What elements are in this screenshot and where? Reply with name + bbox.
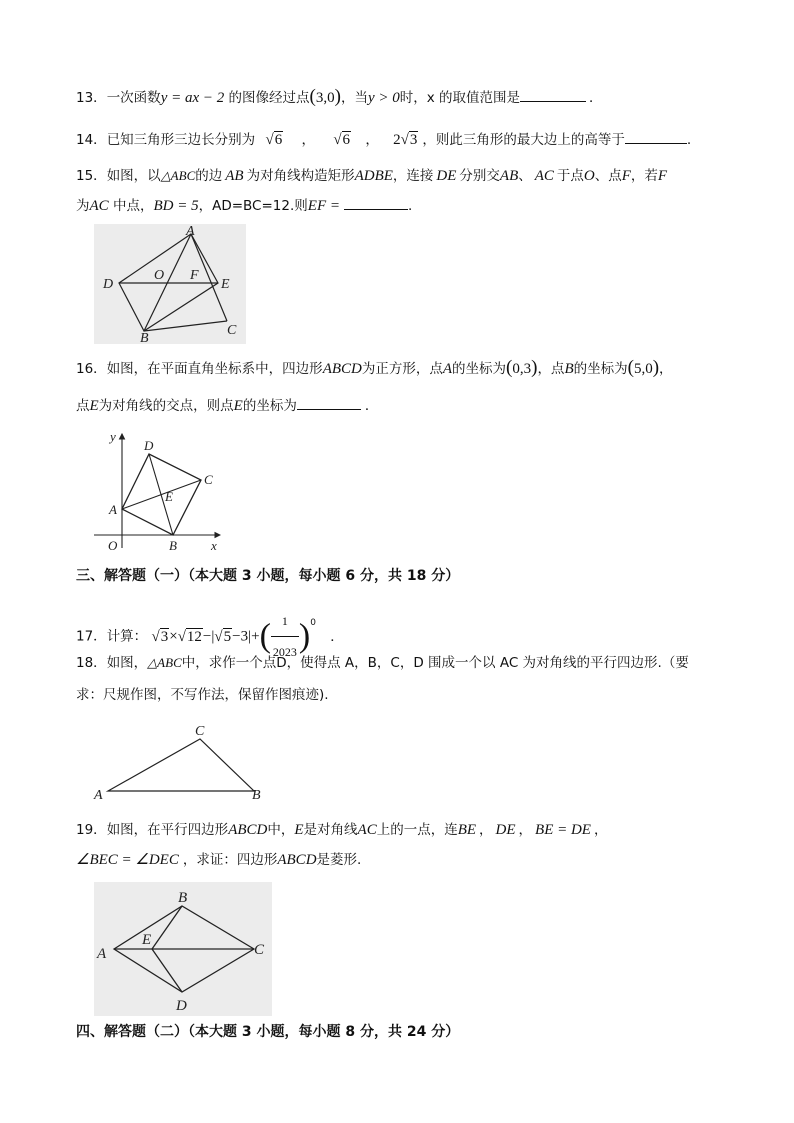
q13-number: 13． (76, 90, 107, 106)
q17-end: ． (330, 628, 344, 645)
q19-angle-eq: ∠BEC = ∠DEC (76, 852, 179, 868)
q15-segment-ab: AB (225, 168, 244, 184)
q13-paren-open: ( (309, 86, 316, 107)
q16-text: 如图，在平面直角坐标系中，四边形 (106, 361, 323, 377)
q13-answer-blank[interactable] (520, 87, 586, 102)
q16-point-b-coords: 5,0 (633, 361, 653, 377)
q17-abs-open: | (211, 628, 215, 645)
q13-text-4: 时，x 的取值范围是 (399, 90, 521, 106)
q19-label-d: D (176, 998, 187, 1014)
q17-times: × (169, 628, 178, 645)
q16-label-e: E (165, 489, 173, 504)
q18-label-b: B (252, 788, 261, 803)
q16-square: ABCD (322, 361, 362, 377)
q15-answer-blank[interactable] (344, 195, 408, 210)
q16-label-o: O (108, 538, 118, 553)
q15-label-o: O (154, 268, 165, 283)
q19-label-e: E (142, 932, 152, 948)
q19-parallelogram: ABCD (277, 852, 317, 868)
q19-text: 如图，在平行四边形 (106, 822, 229, 838)
q15-label-e: E (221, 277, 230, 292)
q18-label-a: A (94, 788, 103, 803)
q13-text-1: 一次函数 (106, 90, 161, 106)
question-19-line-2 (76, 850, 361, 870)
q18-label-c: C (195, 724, 205, 739)
q19-text: 上的一点，连 (376, 822, 458, 838)
q19-parallelogram: ABCD (228, 822, 268, 838)
q19-number: 19． (76, 822, 107, 838)
q15-point-f: F (621, 168, 631, 184)
q14-text-2: ，则此三角形的最大边上的高等于 (422, 132, 625, 148)
q16-text: ， (659, 361, 673, 377)
q15-point-f: F (657, 168, 668, 184)
q16-point-e: E (233, 398, 243, 414)
q17-sqrt-12: √12 (177, 628, 202, 645)
q16-answer-blank[interactable] (297, 395, 361, 410)
q16-label-b: B (169, 538, 177, 553)
q13-function-expr: y = ax − 2 (160, 90, 225, 106)
q15-rectangle: ADBE (354, 168, 393, 184)
q17-abs-close: | (248, 628, 252, 645)
q16-text: 的坐标为 (452, 361, 507, 377)
q15-text: 为 (76, 198, 90, 214)
q16-end: ． (364, 398, 379, 414)
q15-label-c: C (227, 323, 237, 338)
q16-text: 为对角线的交点，则点 (98, 398, 234, 414)
q13-text-2: 的图像经过点 (224, 90, 310, 106)
q14-text-1: 已知三角形三边长分别为 (106, 132, 256, 148)
q15-point-o: O (583, 168, 595, 184)
q16-text: ，点 (537, 361, 565, 377)
q19-segment-be: BE (457, 822, 477, 838)
q13-point: 3,0 (315, 90, 335, 106)
q16-point-a: A (442, 361, 453, 377)
q19-text: 是菱形. (316, 852, 362, 868)
q15-segment-ab: AB (499, 168, 519, 184)
q18-figure (92, 721, 268, 803)
q19-segment-de: DE (495, 822, 516, 838)
q15-text: ，AD=BC=12.则 (198, 198, 308, 214)
question-18-line-2 (76, 685, 329, 705)
question-17: 17．计算： √3×√12−|√5−3|+( $\frac{1}{2023}$ )$^0$ ． (76, 606, 344, 636)
q15-text: 、点 (594, 168, 622, 184)
q16-number: 16． (76, 361, 107, 377)
q16-text: 的坐标为 (573, 361, 628, 377)
q15-text: 的边 (195, 168, 223, 184)
q19-point-e: E (294, 822, 304, 838)
q19-figure (94, 882, 272, 1016)
q15-ef-eq: EF = (307, 198, 340, 214)
section-3-heading: 三、解答题（一）（本大题 3 小题，每小题 6 分，共 18 分） (76, 568, 460, 584)
q19-be-eq-de: BE = DE (535, 822, 591, 838)
q15-segment-de: DE (436, 168, 457, 184)
q18-text: 求：尺规作图，不写作法，保留作图痕迹). (76, 687, 329, 703)
question-18-line-1 (76, 653, 689, 673)
q15-label-f: F (190, 268, 199, 283)
q14-end: . (686, 132, 692, 148)
q15-text: 如图，以 (106, 168, 161, 184)
q15-triangle: △ABC (160, 168, 196, 183)
q15-text: ，若 (630, 168, 658, 184)
question-19-line-1: 19．如图，在平行四边形ABCD中，E是对角线AC上的一点，连BE ， DE ， BE = DE ， (76, 822, 608, 838)
question-15-line-1 (76, 166, 667, 186)
q15-label-b: B (140, 331, 149, 344)
q16-text: 点 (76, 398, 90, 414)
q17-text: 计算： (106, 628, 148, 645)
section-4-heading: 四、解答题（二）（本大题 3 小题，每小题 8 分，共 24 分） (76, 1024, 460, 1040)
q13-text-3: ，当 (340, 90, 368, 106)
q17-minus: − (202, 628, 212, 645)
q19-text: ，求证：四边形 (182, 852, 278, 868)
q16-point-a-coords: 0,3 (512, 361, 532, 377)
q15-text: 为对角线构造矩形 (246, 168, 355, 184)
q14-side-a: √6 (265, 132, 283, 148)
q15-label-a: A (186, 224, 195, 239)
q17-number: 17． (76, 628, 107, 645)
q19-segment-ac: AC (357, 822, 377, 838)
q15-text: 中点， (108, 198, 154, 214)
q17-plus: + (251, 628, 260, 645)
q16-label-c: C (204, 472, 213, 487)
q15-bd-eq: BD = 5 (153, 198, 199, 214)
q16-label-d: D (144, 438, 154, 453)
q16-label-a: A (109, 502, 117, 517)
q17-sqrt-3: √3 (151, 628, 169, 645)
q14-side-c: √3 (400, 132, 418, 148)
q14-answer-blank[interactable] (625, 129, 687, 144)
q13-paren-close: ) (334, 86, 341, 107)
q16-point-e: E (89, 398, 99, 414)
q15-number: 15． (76, 168, 107, 184)
q14-side-b: √6 (333, 132, 351, 148)
q18-triangle-abc (108, 739, 254, 791)
q16-text: 为正方形，点 (361, 361, 443, 377)
q19-label-b: B (178, 890, 188, 906)
question-16-line-1: 16．如图，在平面直角坐标系中，四边形ABCD为正方形，点A的坐标为(0,3)，点B的坐标为(5,0)， (76, 357, 673, 378)
q19-label-c: C (254, 942, 265, 958)
q15-label-d: D (103, 277, 114, 292)
q15-figure (94, 224, 246, 344)
q18-triangle: △ABC (147, 655, 182, 670)
q14-side-c-coef: 2 (393, 132, 401, 148)
q17-sqrt-5: √5 (214, 628, 232, 645)
q16-text: 的坐标为 (242, 398, 297, 414)
q18-number: 18． (76, 655, 107, 671)
q15-text: ，连接 (392, 168, 434, 184)
q16-label-y: y (110, 429, 116, 444)
q18-text: 中，求作一个点D，使得点 A，B，C，D 围成一个以 AC 为对角线的平行四边形.（要 (181, 655, 689, 671)
q18-text: 如图， (106, 655, 148, 671)
q15-segment-ac: AC (89, 198, 109, 214)
q16-label-x: x (211, 538, 217, 553)
q15-segment-ac: AC (534, 168, 554, 184)
q16-figure (94, 428, 224, 554)
q15-text: 于点 (556, 168, 584, 184)
q13-end: ． (589, 90, 603, 106)
q19-label-a: A (97, 946, 107, 962)
question-13 (76, 87, 603, 108)
q17-minus-3: −3 (232, 628, 249, 645)
q19-text: 是对角线 (303, 822, 358, 838)
question-14: 14．已知三角形三边长分别为 √6 ， √6 ， 2√3 ，则此三角形的最大边上的高等于 . (76, 129, 691, 150)
q14-number: 14． (76, 132, 107, 148)
question-16-line-2 (76, 395, 378, 416)
q13-condition: y > 0 (367, 90, 400, 106)
q15-text: 分别交 (459, 168, 500, 184)
q16-point-b: B (564, 361, 574, 377)
q19-text: 中， (267, 822, 295, 838)
q17-exponent: 0 (310, 618, 316, 628)
question-15-line-2 (76, 195, 412, 216)
q15-text: 、 (518, 168, 532, 184)
q15-end: . (407, 198, 413, 214)
q17-fraction: $\frac{1}{2023}$ (271, 606, 299, 667)
